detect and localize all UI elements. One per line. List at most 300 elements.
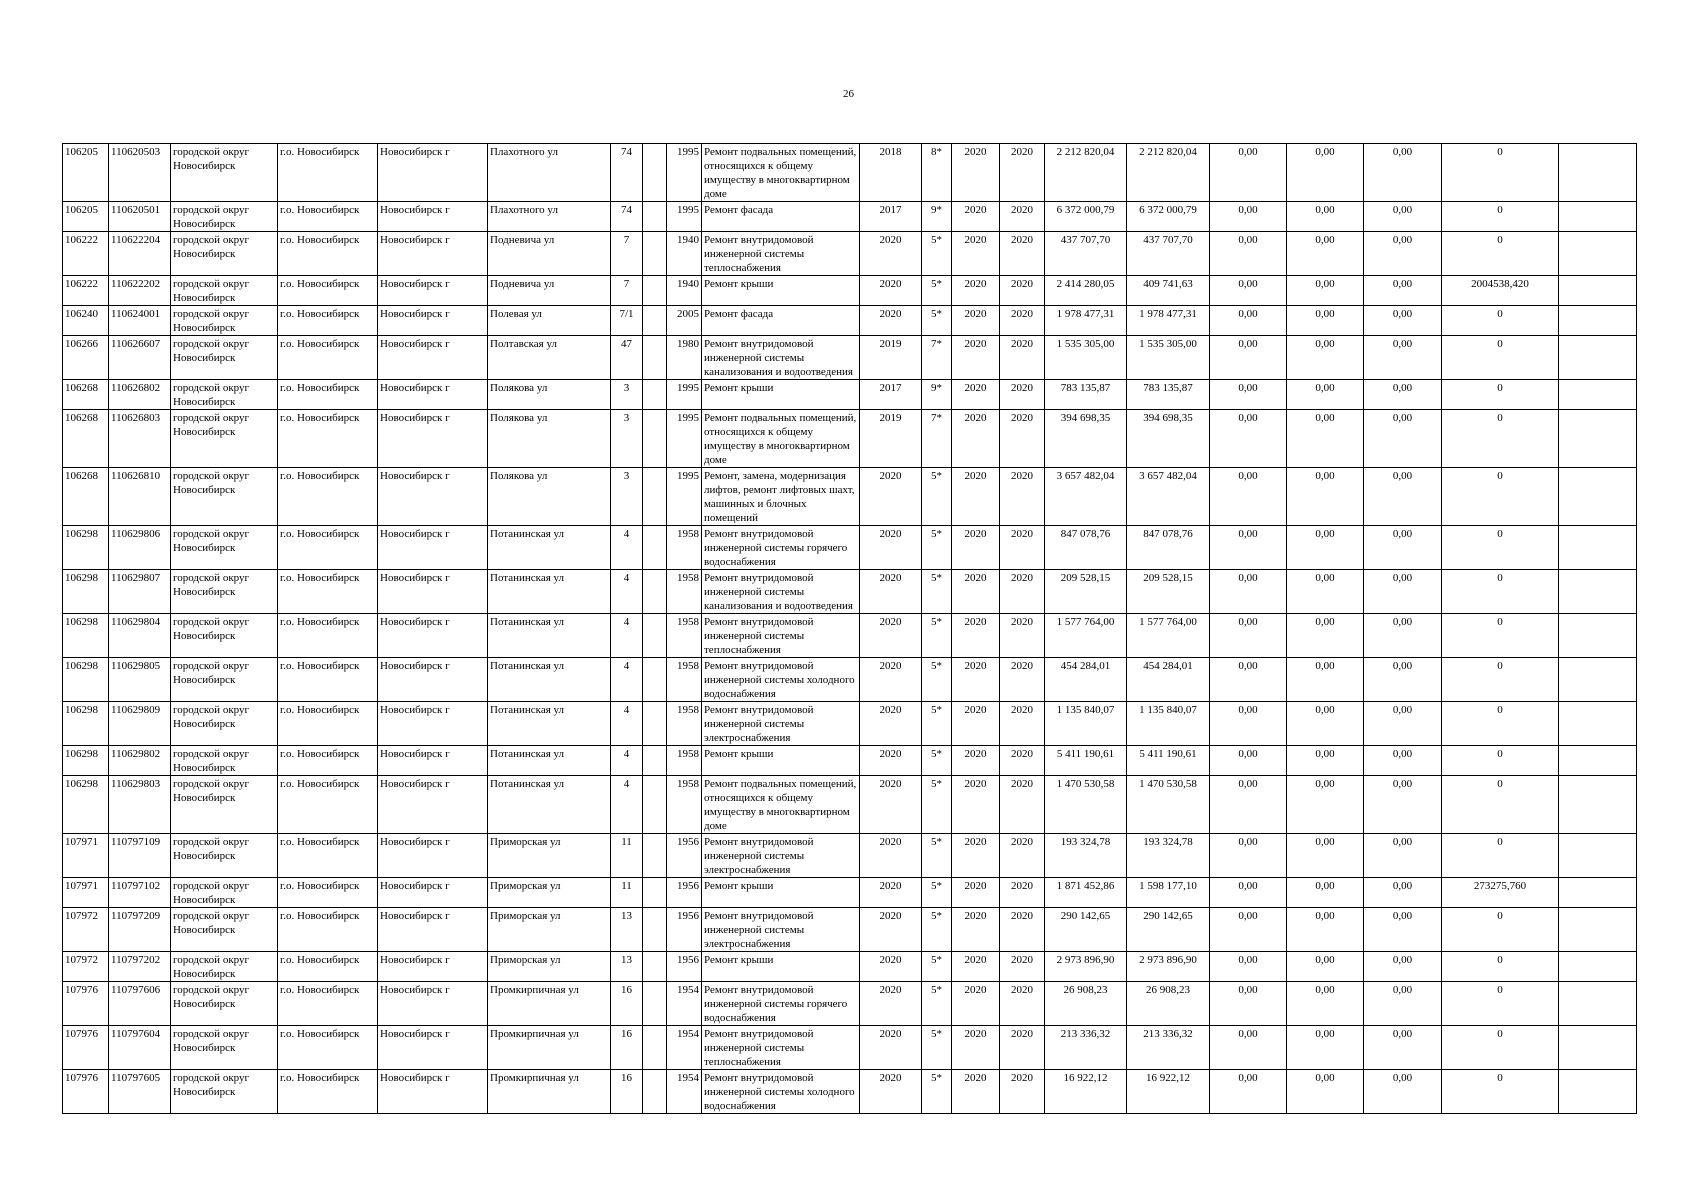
house-number-cell: 7 [611, 232, 643, 276]
work-type-cell: Ремонт внутридомовой инженерной системы канализования и водоотведения [702, 570, 860, 614]
total-cost-cell: 1 535 305,00 [1045, 336, 1127, 380]
table-row [63, 336, 1637, 380]
rank-cell: 5* [922, 468, 952, 526]
work-type-cell: Ремонт крыши [702, 878, 860, 908]
house-number-cell: 3 [611, 380, 643, 410]
building-cell [643, 276, 667, 306]
extra-cell [1559, 202, 1637, 232]
budget-cell-1: 0,00 [1210, 658, 1287, 702]
municipality-cell: г.о. Новосибирск [278, 614, 378, 658]
budget-cell-3: 0,00 [1364, 614, 1442, 658]
total-cost-cell: 3 657 482,04 [1045, 468, 1127, 526]
fund-cost-cell: 3 657 482,04 [1127, 468, 1210, 526]
street-cell: Приморская ул [488, 908, 611, 952]
street-cell: Потанинская ул [488, 702, 611, 746]
budget-cell-2: 0,00 [1287, 776, 1364, 834]
budget-cell-3: 0,00 [1364, 570, 1442, 614]
building-cell [643, 952, 667, 982]
work-code-cell: 110620501 [109, 202, 171, 232]
building-cell [643, 908, 667, 952]
build-year-cell: 1940 [667, 276, 702, 306]
street-cell: Плахотного ул [488, 144, 611, 202]
district-cell: городской округ Новосибирск [171, 232, 278, 276]
district-cell: городской округ Новосибирск [171, 570, 278, 614]
budget-cell-2: 0,00 [1287, 468, 1364, 526]
total-cost-cell: 6 372 000,79 [1045, 202, 1127, 232]
budget-cell-1: 0,00 [1210, 526, 1287, 570]
budget-cell-2: 0,00 [1287, 232, 1364, 276]
build-year-cell: 1954 [667, 982, 702, 1026]
house-id-cell: 106298 [63, 702, 109, 746]
house-id-cell: 107976 [63, 1070, 109, 1114]
rank-cell: 5* [922, 834, 952, 878]
end-year-cell: 2020 [1000, 982, 1045, 1026]
budget-cell-3: 0,00 [1364, 526, 1442, 570]
end-year-cell: 2020 [1000, 232, 1045, 276]
work-type-cell: Ремонт фасада [702, 306, 860, 336]
fund-cost-cell: 213 336,32 [1127, 1026, 1210, 1070]
work-type-cell: Ремонт крыши [702, 380, 860, 410]
rank-cell: 5* [922, 746, 952, 776]
repair-registry-table [62, 143, 1637, 1114]
other-sources-cell: 0 [1442, 746, 1559, 776]
settlement-cell: Новосибирск г [378, 878, 488, 908]
other-sources-cell: 0 [1442, 1070, 1559, 1114]
budget-cell-2: 0,00 [1287, 702, 1364, 746]
district-cell: городской округ Новосибирск [171, 982, 278, 1026]
fund-cost-cell: 409 741,63 [1127, 276, 1210, 306]
district-cell: городской округ Новосибирск [171, 776, 278, 834]
house-id-cell: 107976 [63, 1026, 109, 1070]
house-id-cell: 107972 [63, 908, 109, 952]
end-year-cell: 2020 [1000, 834, 1045, 878]
build-year-cell: 1995 [667, 202, 702, 232]
municipality-cell: г.о. Новосибирск [278, 908, 378, 952]
work-code-cell: 110622202 [109, 276, 171, 306]
other-sources-cell: 0 [1442, 614, 1559, 658]
other-sources-cell: 0 [1442, 982, 1559, 1026]
rank-cell: 9* [922, 202, 952, 232]
budget-cell-1: 0,00 [1210, 878, 1287, 908]
fund-cost-cell: 1 135 840,07 [1127, 702, 1210, 746]
municipality-cell: г.о. Новосибирск [278, 878, 378, 908]
house-number-cell: 4 [611, 614, 643, 658]
table-row [63, 776, 1637, 834]
street-cell: Полякова ул [488, 468, 611, 526]
house-id-cell: 107971 [63, 834, 109, 878]
extra-cell [1559, 878, 1637, 908]
end-year-cell: 2020 [1000, 144, 1045, 202]
build-year-cell: 1958 [667, 746, 702, 776]
end-year-cell: 2020 [1000, 306, 1045, 336]
rank-cell: 5* [922, 570, 952, 614]
work-type-cell: Ремонт внутридомовой инженерной системы канализования и водоотведения [702, 336, 860, 380]
table-row [63, 232, 1637, 276]
start-year-cell: 2020 [952, 834, 1000, 878]
table-row [63, 952, 1637, 982]
budget-cell-2: 0,00 [1287, 1070, 1364, 1114]
settlement-cell: Новосибирск г [378, 410, 488, 468]
end-year-cell: 2020 [1000, 658, 1045, 702]
rank-cell: 5* [922, 982, 952, 1026]
other-sources-cell: 0 [1442, 1026, 1559, 1070]
work-code-cell: 110797605 [109, 1070, 171, 1114]
budget-cell-3: 0,00 [1364, 144, 1442, 202]
rank-cell: 5* [922, 952, 952, 982]
extra-cell [1559, 144, 1637, 202]
budget-cell-2: 0,00 [1287, 1026, 1364, 1070]
budget-cell-2: 0,00 [1287, 982, 1364, 1026]
settlement-cell: Новосибирск г [378, 144, 488, 202]
budget-cell-1: 0,00 [1210, 336, 1287, 380]
settlement-cell: Новосибирск г [378, 1026, 488, 1070]
budget-cell-1: 0,00 [1210, 410, 1287, 468]
budget-cell-2: 0,00 [1287, 202, 1364, 232]
budget-cell-3: 0,00 [1364, 306, 1442, 336]
district-cell: городской округ Новосибирск [171, 1070, 278, 1114]
fund-cost-cell: 394 698,35 [1127, 410, 1210, 468]
work-code-cell: 110797109 [109, 834, 171, 878]
end-year-cell: 2020 [1000, 908, 1045, 952]
other-sources-cell: 2004538,420 [1442, 276, 1559, 306]
plan-year-cell: 2020 [860, 570, 922, 614]
start-year-cell: 2020 [952, 526, 1000, 570]
plan-year-cell: 2020 [860, 306, 922, 336]
plan-year-cell: 2020 [860, 878, 922, 908]
plan-year-cell: 2018 [860, 144, 922, 202]
work-code-cell: 110629805 [109, 658, 171, 702]
municipality-cell: г.о. Новосибирск [278, 570, 378, 614]
house-number-cell: 16 [611, 1026, 643, 1070]
total-cost-cell: 437 707,70 [1045, 232, 1127, 276]
plan-year-cell: 2017 [860, 380, 922, 410]
table-row [63, 468, 1637, 526]
work-type-cell: Ремонт внутридомовой инженерной системы электроснабжения [702, 702, 860, 746]
rank-cell: 5* [922, 702, 952, 746]
fund-cost-cell: 1 978 477,31 [1127, 306, 1210, 336]
total-cost-cell: 2 414 280,05 [1045, 276, 1127, 306]
work-code-cell: 110626803 [109, 410, 171, 468]
extra-cell [1559, 336, 1637, 380]
rank-cell: 5* [922, 776, 952, 834]
start-year-cell: 2020 [952, 746, 1000, 776]
district-cell: городской округ Новосибирск [171, 1026, 278, 1070]
fund-cost-cell: 783 135,87 [1127, 380, 1210, 410]
end-year-cell: 2020 [1000, 776, 1045, 834]
house-id-cell: 106205 [63, 144, 109, 202]
other-sources-cell: 0 [1442, 658, 1559, 702]
street-cell: Промкирпичная ул [488, 1070, 611, 1114]
house-id-cell: 107971 [63, 878, 109, 908]
district-cell: городской округ Новосибирск [171, 202, 278, 232]
street-cell: Приморская ул [488, 878, 611, 908]
house-id-cell: 106268 [63, 410, 109, 468]
page-number: 26 [843, 88, 854, 100]
work-code-cell: 110629802 [109, 746, 171, 776]
budget-cell-1: 0,00 [1210, 614, 1287, 658]
building-cell [643, 526, 667, 570]
rank-cell: 5* [922, 614, 952, 658]
fund-cost-cell: 437 707,70 [1127, 232, 1210, 276]
build-year-cell: 1958 [667, 570, 702, 614]
budget-cell-3: 0,00 [1364, 834, 1442, 878]
rank-cell: 5* [922, 306, 952, 336]
extra-cell [1559, 834, 1637, 878]
street-cell: Плахотного ул [488, 202, 611, 232]
municipality-cell: г.о. Новосибирск [278, 276, 378, 306]
plan-year-cell: 2020 [860, 1026, 922, 1070]
budget-cell-2: 0,00 [1287, 570, 1364, 614]
other-sources-cell: 0 [1442, 702, 1559, 746]
work-type-cell: Ремонт внутридомовой инженерной системы теплоснабжения [702, 614, 860, 658]
total-cost-cell: 2 973 896,90 [1045, 952, 1127, 982]
plan-year-cell: 2020 [860, 952, 922, 982]
building-cell [643, 306, 667, 336]
work-type-cell: Ремонт подвальных помещений, относящихся к общему имуществу в многоквартирном доме [702, 144, 860, 202]
extra-cell [1559, 982, 1637, 1026]
budget-cell-3: 0,00 [1364, 232, 1442, 276]
other-sources-cell: 0 [1442, 952, 1559, 982]
total-cost-cell: 26 908,23 [1045, 982, 1127, 1026]
district-cell: городской округ Новосибирск [171, 144, 278, 202]
settlement-cell: Новосибирск г [378, 746, 488, 776]
work-type-cell: Ремонт подвальных помещений, относящихся к общему имуществу в многоквартирном доме [702, 410, 860, 468]
extra-cell [1559, 380, 1637, 410]
municipality-cell: г.о. Новосибирск [278, 410, 378, 468]
budget-cell-3: 0,00 [1364, 982, 1442, 1026]
settlement-cell: Новосибирск г [378, 570, 488, 614]
municipality-cell: г.о. Новосибирск [278, 468, 378, 526]
street-cell: Промкирпичная ул [488, 982, 611, 1026]
start-year-cell: 2020 [952, 614, 1000, 658]
work-type-cell: Ремонт внутридомовой инженерной системы электроснабжения [702, 834, 860, 878]
start-year-cell: 2020 [952, 658, 1000, 702]
building-cell [643, 410, 667, 468]
fund-cost-cell: 290 142,65 [1127, 908, 1210, 952]
end-year-cell: 2020 [1000, 336, 1045, 380]
street-cell: Полевая ул [488, 306, 611, 336]
other-sources-cell: 0 [1442, 526, 1559, 570]
house-id-cell: 106298 [63, 526, 109, 570]
build-year-cell: 1956 [667, 834, 702, 878]
plan-year-cell: 2019 [860, 336, 922, 380]
budget-cell-3: 0,00 [1364, 878, 1442, 908]
house-id-cell: 106298 [63, 570, 109, 614]
table-row [63, 982, 1637, 1026]
work-code-cell: 110629803 [109, 776, 171, 834]
street-cell: Полякова ул [488, 410, 611, 468]
extra-cell [1559, 1070, 1637, 1114]
work-type-cell: Ремонт внутридомовой инженерной системы горячего водоснабжения [702, 526, 860, 570]
budget-cell-3: 0,00 [1364, 380, 1442, 410]
settlement-cell: Новосибирск г [378, 982, 488, 1026]
budget-cell-2: 0,00 [1287, 410, 1364, 468]
extra-cell [1559, 232, 1637, 276]
total-cost-cell: 783 135,87 [1045, 380, 1127, 410]
house-number-cell: 3 [611, 468, 643, 526]
plan-year-cell: 2017 [860, 202, 922, 232]
fund-cost-cell: 193 324,78 [1127, 834, 1210, 878]
fund-cost-cell: 847 078,76 [1127, 526, 1210, 570]
fund-cost-cell: 5 411 190,61 [1127, 746, 1210, 776]
budget-cell-3: 0,00 [1364, 908, 1442, 952]
house-id-cell: 106205 [63, 202, 109, 232]
district-cell: городской округ Новосибирск [171, 952, 278, 982]
settlement-cell: Новосибирск г [378, 232, 488, 276]
building-cell [643, 202, 667, 232]
plan-year-cell: 2020 [860, 526, 922, 570]
work-code-cell: 110629807 [109, 570, 171, 614]
rank-cell: 5* [922, 526, 952, 570]
budget-cell-1: 0,00 [1210, 276, 1287, 306]
work-code-cell: 110629806 [109, 526, 171, 570]
build-year-cell: 1958 [667, 614, 702, 658]
budget-cell-3: 0,00 [1364, 746, 1442, 776]
plan-year-cell: 2020 [860, 776, 922, 834]
total-cost-cell: 847 078,76 [1045, 526, 1127, 570]
end-year-cell: 2020 [1000, 380, 1045, 410]
end-year-cell: 2020 [1000, 746, 1045, 776]
building-cell [643, 834, 667, 878]
work-code-cell: 110620503 [109, 144, 171, 202]
end-year-cell: 2020 [1000, 570, 1045, 614]
fund-cost-cell: 26 908,23 [1127, 982, 1210, 1026]
district-cell: городской округ Новосибирск [171, 526, 278, 570]
budget-cell-1: 0,00 [1210, 202, 1287, 232]
street-cell: Подневича ул [488, 276, 611, 306]
work-code-cell: 110797606 [109, 982, 171, 1026]
building-cell [643, 1026, 667, 1070]
start-year-cell: 2020 [952, 952, 1000, 982]
house-id-cell: 107972 [63, 952, 109, 982]
rank-cell: 9* [922, 380, 952, 410]
settlement-cell: Новосибирск г [378, 658, 488, 702]
budget-cell-1: 0,00 [1210, 1070, 1287, 1114]
plan-year-cell: 2020 [860, 276, 922, 306]
street-cell: Приморская ул [488, 834, 611, 878]
district-cell: городской округ Новосибирск [171, 380, 278, 410]
budget-cell-1: 0,00 [1210, 306, 1287, 336]
work-type-cell: Ремонт подвальных помещений, относящихся к общему имуществу в многоквартирном доме [702, 776, 860, 834]
budget-cell-3: 0,00 [1364, 410, 1442, 468]
start-year-cell: 2020 [952, 1070, 1000, 1114]
work-code-cell: 110626607 [109, 336, 171, 380]
end-year-cell: 2020 [1000, 526, 1045, 570]
fund-cost-cell: 1 470 530,58 [1127, 776, 1210, 834]
total-cost-cell: 16 922,12 [1045, 1070, 1127, 1114]
extra-cell [1559, 658, 1637, 702]
building-cell [643, 702, 667, 746]
district-cell: городской округ Новосибирск [171, 468, 278, 526]
build-year-cell: 1956 [667, 908, 702, 952]
build-year-cell: 1940 [667, 232, 702, 276]
work-type-cell: Ремонт крыши [702, 952, 860, 982]
build-year-cell: 1995 [667, 380, 702, 410]
end-year-cell: 2020 [1000, 1026, 1045, 1070]
budget-cell-3: 0,00 [1364, 952, 1442, 982]
district-cell: городской округ Новосибирск [171, 276, 278, 306]
district-cell: городской округ Новосибирск [171, 658, 278, 702]
start-year-cell: 2020 [952, 982, 1000, 1026]
budget-cell-3: 0,00 [1364, 202, 1442, 232]
street-cell: Потанинская ул [488, 746, 611, 776]
budget-cell-1: 0,00 [1210, 702, 1287, 746]
other-sources-cell: 0 [1442, 306, 1559, 336]
municipality-cell: г.о. Новосибирск [278, 776, 378, 834]
street-cell: Потанинская ул [488, 526, 611, 570]
budget-cell-2: 0,00 [1287, 306, 1364, 336]
budget-cell-2: 0,00 [1287, 878, 1364, 908]
total-cost-cell: 1 871 452,86 [1045, 878, 1127, 908]
municipality-cell: г.о. Новосибирск [278, 144, 378, 202]
build-year-cell: 2005 [667, 306, 702, 336]
rank-cell: 7* [922, 336, 952, 380]
build-year-cell: 1956 [667, 952, 702, 982]
street-cell: Потанинская ул [488, 776, 611, 834]
build-year-cell: 1958 [667, 658, 702, 702]
start-year-cell: 2020 [952, 144, 1000, 202]
work-type-cell: Ремонт внутридомовой инженерной системы горячего водоснабжения [702, 982, 860, 1026]
start-year-cell: 2020 [952, 468, 1000, 526]
house-number-cell: 16 [611, 982, 643, 1026]
build-year-cell: 1958 [667, 526, 702, 570]
settlement-cell: Новосибирск г [378, 526, 488, 570]
total-cost-cell: 193 324,78 [1045, 834, 1127, 878]
end-year-cell: 2020 [1000, 878, 1045, 908]
plan-year-cell: 2020 [860, 1070, 922, 1114]
work-type-cell: Ремонт внутридомовой инженерной системы холодного водоснабжения [702, 1070, 860, 1114]
end-year-cell: 2020 [1000, 614, 1045, 658]
total-cost-cell: 394 698,35 [1045, 410, 1127, 468]
end-year-cell: 2020 [1000, 410, 1045, 468]
budget-cell-2: 0,00 [1287, 834, 1364, 878]
district-cell: городской округ Новосибирск [171, 834, 278, 878]
rank-cell: 5* [922, 658, 952, 702]
street-cell: Полякова ул [488, 380, 611, 410]
rank-cell: 5* [922, 276, 952, 306]
district-cell: городской округ Новосибирск [171, 746, 278, 776]
municipality-cell: г.о. Новосибирск [278, 336, 378, 380]
other-sources-cell: 0 [1442, 908, 1559, 952]
settlement-cell: Новосибирск г [378, 276, 488, 306]
extra-cell [1559, 776, 1637, 834]
build-year-cell: 1980 [667, 336, 702, 380]
work-type-cell: Ремонт внутридомовой инженерной системы электроснабжения [702, 908, 860, 952]
house-number-cell: 4 [611, 702, 643, 746]
house-number-cell: 7/1 [611, 306, 643, 336]
settlement-cell: Новосибирск г [378, 702, 488, 746]
house-number-cell: 47 [611, 336, 643, 380]
total-cost-cell: 213 336,32 [1045, 1026, 1127, 1070]
municipality-cell: г.о. Новосибирск [278, 526, 378, 570]
budget-cell-1: 0,00 [1210, 380, 1287, 410]
total-cost-cell: 5 411 190,61 [1045, 746, 1127, 776]
budget-cell-2: 0,00 [1287, 952, 1364, 982]
house-id-cell: 107976 [63, 982, 109, 1026]
house-number-cell: 16 [611, 1070, 643, 1114]
building-cell [643, 468, 667, 526]
other-sources-cell: 0 [1442, 570, 1559, 614]
end-year-cell: 2020 [1000, 702, 1045, 746]
start-year-cell: 2020 [952, 1026, 1000, 1070]
house-number-cell: 74 [611, 202, 643, 232]
fund-cost-cell: 1 598 177,10 [1127, 878, 1210, 908]
district-cell: городской округ Новосибирск [171, 702, 278, 746]
building-cell [643, 232, 667, 276]
start-year-cell: 2020 [952, 232, 1000, 276]
table-row [63, 380, 1637, 410]
end-year-cell: 2020 [1000, 276, 1045, 306]
